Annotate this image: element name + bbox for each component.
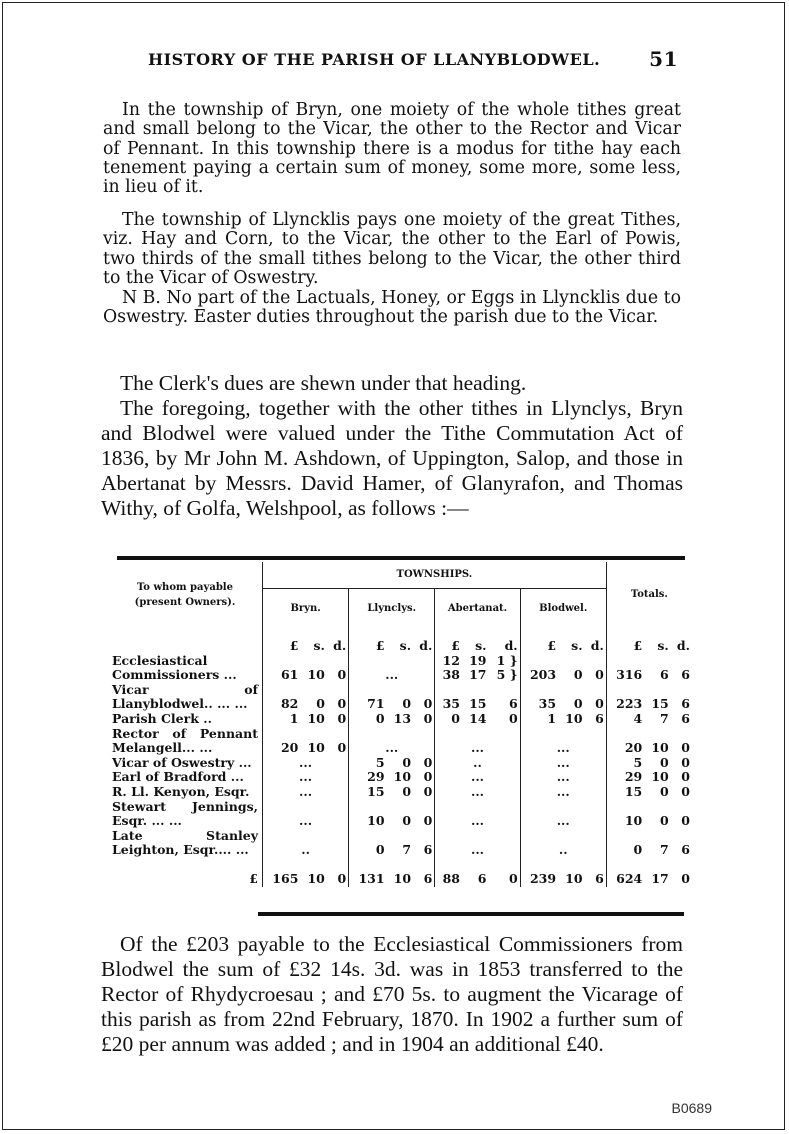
empty-cell: ... [263, 785, 349, 800]
pounds-cell: 88 [435, 858, 462, 887]
unit-pounds: £ [520, 629, 558, 654]
shillings-cell: 6 [660, 667, 669, 683]
empty-cell: ... [263, 800, 349, 829]
col-header-bryn: Bryn. [263, 589, 349, 630]
table-row [110, 712, 692, 727]
pence-cell: 0 [681, 740, 690, 756]
table-top-rule [117, 556, 685, 560]
shillings-cell: 0 [573, 696, 583, 712]
table-row [110, 800, 692, 829]
empty-cell: ... [435, 829, 520, 858]
shillings-cell: 10 [651, 769, 669, 785]
pence-cell: 0 [508, 870, 518, 886]
pence-cell: 1 } 5 } [496, 652, 518, 683]
table-row [110, 727, 692, 756]
unit-pounds: £ [606, 629, 644, 654]
pounds-cell: 4 [606, 712, 644, 727]
shillings-cell: 10 [307, 740, 325, 756]
unit-pence: d. [504, 638, 518, 653]
pence-cell: 0 [423, 696, 433, 712]
unit-pounds: £ [435, 629, 462, 654]
unit-pounds: £ [263, 629, 301, 654]
table-row [110, 829, 692, 858]
pounds-cell: 223 [606, 683, 644, 712]
header-title: HISTORY OF THE PARISH OF LLANYBLODWEL. [148, 50, 601, 69]
pounds-cell: 165 [263, 858, 301, 887]
page-number: 51 [649, 47, 678, 71]
unit-shillings: s. [475, 638, 487, 653]
empty-cell: ... [435, 727, 520, 756]
unit-pence: d. [333, 638, 347, 653]
pence-cell: 0 [508, 710, 518, 726]
empty-cell: ... [520, 727, 606, 756]
paragraph-nb: N B. No part of the Lactuals, Honey, or Eggs in Llyncklis due to Oswestry. Easter duties throughout the parish due to the Vicar. [103, 288, 681, 328]
shillings-cell: 7 [660, 710, 669, 726]
pence-cell: 0 [337, 696, 347, 712]
pence-cell: 6 [595, 870, 604, 886]
pounds-cell: 12 38 [435, 654, 462, 683]
pounds-cell: 203 [520, 654, 558, 683]
empty-cell: ... [520, 800, 606, 829]
pence-cell: 6 [681, 842, 690, 858]
tithe-table [110, 562, 692, 887]
pounds-cell: 82 [263, 683, 301, 712]
pence-cell: 6 [423, 870, 433, 886]
shillings-cell: 0 [402, 783, 412, 799]
row-label: Parish Clerk .. [112, 710, 212, 726]
shillings-cell: 10 [393, 870, 412, 886]
pounds-cell: 29 [349, 770, 387, 785]
pence-cell: 6 [423, 842, 433, 858]
unit-pence: d. [676, 638, 690, 653]
pounds-cell: 0 [606, 829, 644, 858]
pounds-cell: 0 [349, 829, 387, 858]
pence-cell: 0 [681, 783, 690, 799]
pence-cell: 0 [423, 813, 433, 829]
pence-cell: 0 [337, 667, 347, 683]
pence-cell: 6 [681, 696, 690, 712]
empty-cell: .. [263, 829, 349, 858]
pounds-cell: 239 [520, 858, 558, 887]
units-row [110, 629, 692, 654]
empty-cell: .. [435, 756, 520, 771]
pounds-cell: 10 [349, 800, 387, 829]
pounds-cell: 0 [349, 712, 387, 727]
pence-cell: 0 [337, 740, 347, 756]
running-header [148, 47, 678, 71]
pounds-cell: 5 [606, 756, 644, 771]
paragraph-closing: Of the £203 payable to the Ecclesiastical Commissioners from Blodwel the sum of £32 14s. 3d. was in 1853 transferred to the Rector of Rhydycroesau ; and £70 5s. to augment the Vicarage of this parish as from 22nd February, 1870. In 1902 a further sum of £20 per annum was added ; and in 1904 an additional £40. [101, 932, 683, 1056]
pounds-cell: 131 [349, 858, 387, 887]
shillings-cell: 10 [307, 870, 325, 886]
shillings-cell: 7 [660, 842, 669, 858]
pounds-cell: 15 [349, 785, 387, 800]
pounds-cell: 71 [349, 683, 387, 712]
pence-cell: 0 [681, 769, 690, 785]
paragraph-llyncklis: The township of Llyncklis pays one moiety of the great Tithes, viz. Hay and Corn, to the Vicar, the other to the Earl of Powis, two thirds of the small tithes belong to the Vicar, the other third to the Vicar of Oswestry. [103, 210, 681, 288]
reference-code: B0689 [671, 1100, 712, 1116]
unit-pence: d. [590, 638, 604, 653]
shillings-cell: 10 [565, 870, 583, 886]
pence-cell: 0 [423, 783, 433, 799]
pence-cell: 0 [595, 667, 604, 683]
pounds-cell: 0 [435, 712, 462, 727]
shillings-cell: 0 [402, 813, 412, 829]
unit-shillings: s. [657, 638, 669, 653]
table-row [110, 785, 692, 800]
row-label: R. Ll. Kenyon, Esqr. [112, 783, 250, 799]
unit-pence: d. [419, 638, 433, 653]
pence-cell: 0 [681, 813, 690, 829]
pounds-cell: 35 [520, 683, 558, 712]
row-header: To whom payable (present Owners). [134, 581, 236, 608]
shillings-cell: 0 [660, 783, 669, 799]
pence-cell: 0 [681, 754, 690, 770]
pence-cell: 6 [681, 667, 690, 683]
shillings-cell: 7 [402, 842, 412, 858]
pounds-cell: 1 [263, 712, 301, 727]
shillings-cell: 10 [651, 740, 669, 756]
pence-cell: 0 [423, 754, 433, 770]
shillings-cell: 6 [477, 870, 487, 886]
unit-pounds: £ [349, 629, 387, 654]
table-row [110, 654, 692, 683]
table-row [110, 756, 692, 771]
unit-shillings: s. [571, 638, 583, 653]
paragraph-bryn: In the township of Bryn, one moiety of the whole tithes great and small belong to the Vicar, the other to the Rector and Vicar of Pennant. In this township there is a modus for tithe hay each tenement paying a certain sum of money, some more, some less, in lieu of it. [103, 100, 681, 198]
units-spacer [110, 629, 263, 654]
pounds-cell: 10 [606, 800, 644, 829]
col-header-totals: Totals. [606, 562, 692, 629]
shillings-cell: 10 [565, 710, 583, 726]
paragraph-valuation: The foregoing, together with the other tithes in Llynclys, Bryn and Blodwel were valued under the Tithe Commutation Act of 1836, by Mr John M. Ashdown, of Uppington, Salop, and those in Abertanat by Messrs. David Hamer, of Glanyrafon, and Thomas Withy, of Golfa, Welshpool, as follows :— [101, 396, 683, 520]
totals-row [110, 858, 692, 887]
empty-cell: ... [435, 770, 520, 785]
pence-cell: 0 [337, 870, 347, 886]
paragraph-clerk: The Clerk's dues are shewn under that heading. [120, 371, 527, 395]
pence-cell: 0 [423, 769, 433, 785]
pence-cell: 0 [337, 710, 347, 726]
pounds-cell: 35 [435, 683, 462, 712]
row-label: Earl of Bradford ... [112, 769, 244, 785]
shillings-cell: 17 [651, 870, 669, 886]
pounds-cell: 20 [606, 727, 644, 756]
pounds-cell: 15 [606, 785, 644, 800]
empty-cell: ... [349, 727, 435, 756]
pence-cell: 6 [681, 710, 690, 726]
col-header-blodwel: Blodwel. [520, 589, 606, 630]
pence-cell: 0 [595, 696, 604, 712]
empty-cell: .. [520, 829, 606, 858]
shillings-cell: 10 [307, 710, 325, 726]
empty-cell: ... [520, 756, 606, 771]
shillings-cell: 0 [402, 754, 412, 770]
shillings-cell: 0 [573, 667, 583, 683]
table-row [110, 770, 692, 785]
pence-cell: 6 [508, 696, 518, 712]
empty-cell: ... [520, 785, 606, 800]
row-label: Vicar of Llanyblodwel.. ... ... [112, 681, 258, 712]
shillings-cell: 10 [393, 769, 412, 785]
unit-shillings: s. [313, 638, 325, 653]
shillings-cell: 0 [316, 696, 325, 712]
empty-cell: ... [520, 770, 606, 785]
group-header: TOWNSHIPS. [263, 562, 607, 589]
pounds-cell: 61 [263, 654, 301, 683]
pence-cell: 0 [681, 870, 690, 886]
totals-label: £ [249, 870, 258, 886]
unit-shillings: s. [399, 638, 412, 653]
col-header-abertanat: Abertanat. [435, 589, 520, 630]
row-label: Ecclesiastical Commissioners ... [112, 652, 237, 683]
pounds-cell: 1 [520, 712, 558, 727]
shillings-cell: 10 [307, 667, 325, 683]
shillings-cell: 15 [469, 696, 487, 712]
shillings-cell: 13 [393, 710, 412, 726]
shillings-cell: 0 [660, 754, 669, 770]
empty-cell: ... [435, 800, 520, 829]
row-label: Rector of Pennant Melangell... ... [112, 725, 258, 756]
pounds-cell: 316 [606, 654, 644, 683]
shillings-cell: 19 17 [469, 652, 487, 683]
pounds-cell: 20 [263, 727, 301, 756]
shillings-cell: 14 [469, 710, 487, 726]
pounds-cell: 29 [606, 770, 644, 785]
row-label: Late Stanley Leighton, Esqr.... ... [112, 827, 258, 858]
row-label: Vicar of Oswestry ... [112, 754, 252, 770]
empty-cell: ... [263, 756, 349, 771]
empty-cell: ... [349, 654, 435, 683]
pence-cell: 0 [423, 710, 433, 726]
shillings-cell: 15 [651, 696, 669, 712]
table-bottom-rule [258, 912, 684, 916]
empty-cell: ... [263, 770, 349, 785]
pounds-cell: 5 [349, 756, 387, 771]
shillings-cell: 0 [402, 696, 412, 712]
table-row [110, 683, 692, 712]
empty-cell: ... [435, 785, 520, 800]
row-label: Stewart Jennings, Esqr. ... ... [112, 798, 258, 829]
pence-cell: 6 [595, 710, 604, 726]
pounds-cell: 624 [606, 858, 644, 887]
shillings-cell: 0 [660, 813, 669, 829]
col-header-llynclys: Llynclys. [349, 589, 435, 630]
